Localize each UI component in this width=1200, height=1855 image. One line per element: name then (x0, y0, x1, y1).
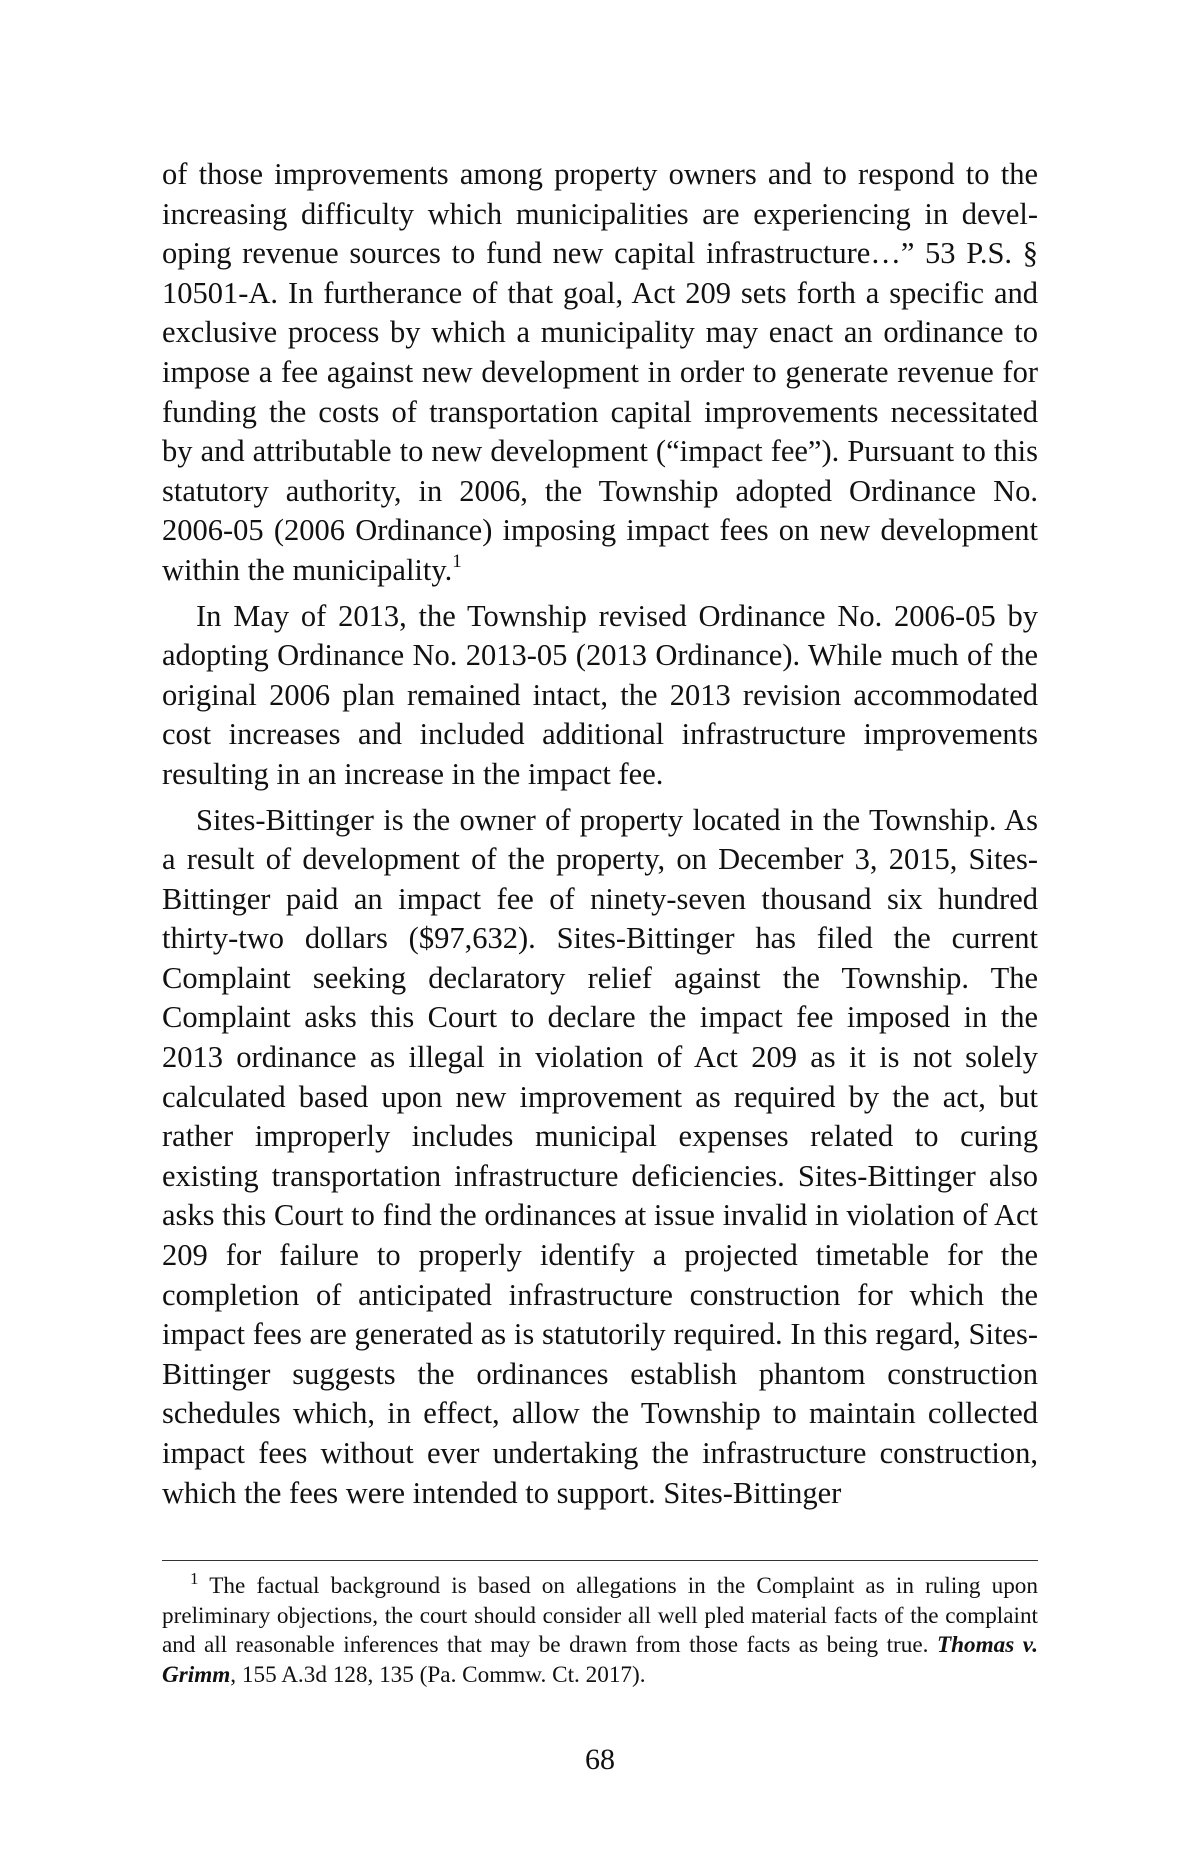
body-text (162, 155, 1038, 1519)
footnote-reference: 1 (452, 550, 462, 572)
footnote-text: The factual background is based on allegations in the Complaint as in ruling upon preliminary objections, the court should consider all well pled material facts of the complaint and all reasonable inferences that may be drawn from those facts as being true. (162, 1573, 1038, 1659)
paragraph-3: Sites-Bittinger is the owner of property located in the Township. As a result of development of the property, on December 3, 2015, Sites-Bittinger paid an impact fee of ninety-seven thousand six hundred thirty-two dollars ($97,632). Sites-Bittinger has filed the current Complaint seeking declaratory relief against the Township. The Complaint asks this Court to declare the impact fee imposed in the 2013 ordinance as illegal in violation of Act 209 as it is not solely calculated based upon new improvement as required by the act, but rather improperly includes municipal expenses related to curing existing transportation infrastructure deficiencies. Sites-Bittinger also asks this Court to find the ordinances at issue invalid in violation of Act 209 for failure to properly identify a projected timetable for the completion of anticipated infrastructure construction for which the impact fees are generated as is statutorily required. In this regard, Sites-Bittinger suggests the ordinances establish phantom construction schedules which, in effect, allow the Township to maintain collected impact fees without ever undertaking the infrastructure construction, which the fees were intended to support. Sites-Bittinger (162, 802, 1038, 1510)
paragraph-1-text: of those improvements among property owners and to respond to the increasing difficulty which municipalities are experiencing in developing revenue sources to fund new capital infrastructure…” 53 P.S. § 10501-A. In furtherance of that goal, Act 209 sets forth a specific and exclusive process by which a municipality may enact an ordinance to impose a fee against new development in order to generate revenue for funding the costs of transportation capital improvements necessitated by and attributable to new development (“impact fee”). Pursuant to this statutory authority, in 2006, the Township adopted Ordinance No. 2006-05 (2006 Ordinance) imposing impact fees on new development within the municipality. (162, 157, 1038, 587)
footnote-citation: , 155 A.3d 128, 135 (Pa. Commw. Ct. 2017). (230, 1661, 646, 1688)
footnote (162, 1569, 1038, 1690)
page-number: 68 (585, 1743, 615, 1776)
footnote-divider (162, 1560, 1038, 1561)
footnote-number: 1 (190, 1569, 199, 1588)
paragraph-2: In May of 2013, the Township revised Ordinance No. 2006-05 by adopting Ordinance No. 2013-05 (2013 Ordinance). While much of the original 2006 plan remained intact, the 2013 revision accommodated cost increases and included additional infrastructure improvements resulting in an increase in the impact fee. (162, 598, 1038, 791)
footnote-case-name: Thomas v. Grimm (162, 1632, 1038, 1688)
paragraph-1 (162, 155, 1038, 591)
